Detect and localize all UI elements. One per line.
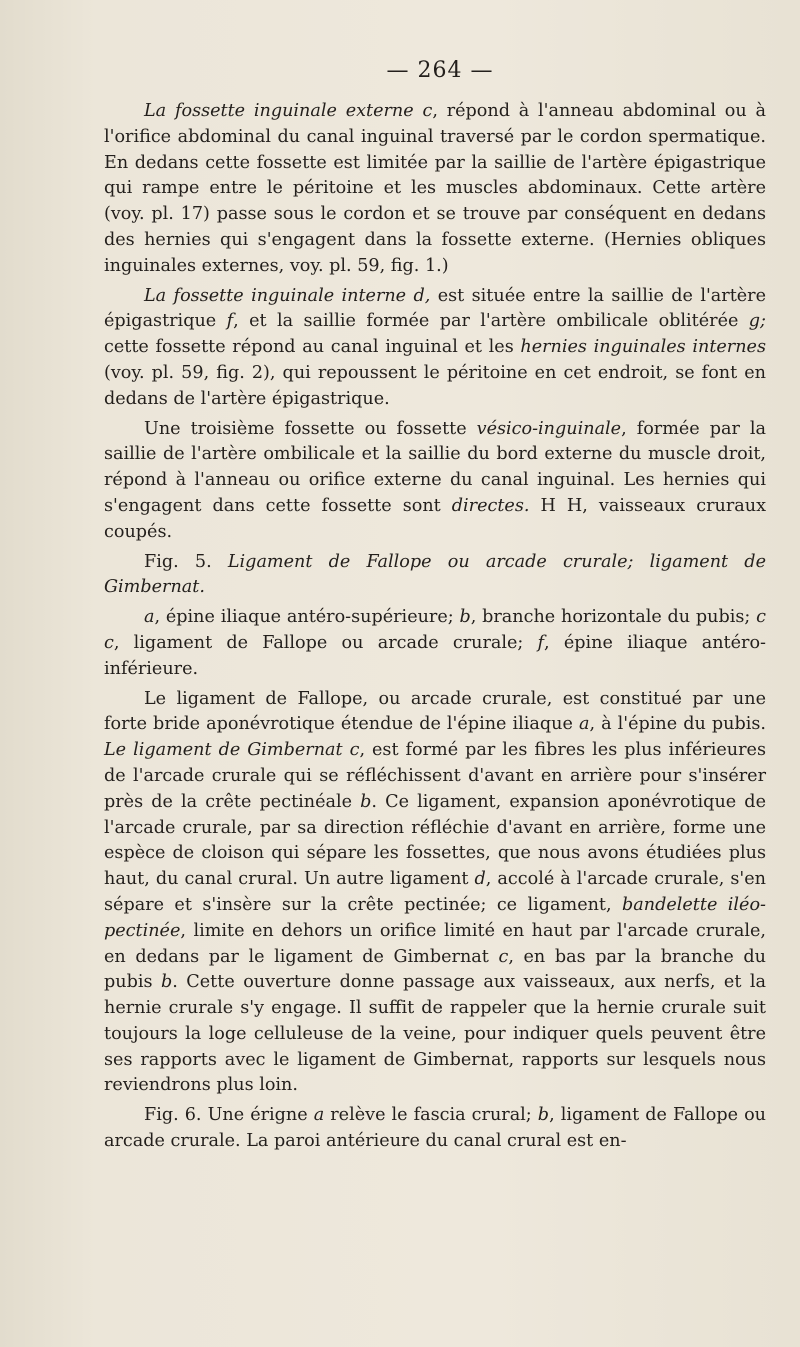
paragraph-fossette-vesico-inguinale: [104, 417, 766, 546]
italic-text-segment: a: [313, 1105, 325, 1126]
text-segment: relève le fascia crural;: [324, 1105, 538, 1126]
paragraph-fig5-caption: [104, 550, 766, 602]
italic-text-segment: La fossette inguinale interne d,: [144, 285, 431, 306]
italic-text-segment: a: [578, 714, 590, 735]
text-segment: . Ce ligament, expansion aponévrotique de l'arcade crurale, par sa direction réfléchie d'avant en arrière, forme une espèce de cloison qui sépare les fossettes, que nous avons étudiées plus haut, du canal crural. Un autre ligament: [104, 791, 766, 890]
italic-text-segment: f: [226, 311, 234, 332]
text-segment: , ligament de Fallope ou arcade crurale;: [113, 632, 538, 653]
italic-text-segment: b: [537, 1105, 550, 1126]
text-segment: (voy. pl. 59, fig. 2), qui repoussent le péritoine en cet endroit, se font en dedans de l'artère épigastrique.: [104, 362, 766, 409]
italic-text-segment: b: [160, 972, 173, 993]
paragraph-fossette-externe: [104, 99, 766, 280]
italic-text-segment: vésico-inguinale: [476, 418, 622, 439]
italic-text-segment: f: [537, 632, 545, 653]
italic-text-segment: Ligament de Fallope ou arcade crurale; ligament de Gimbernat.: [104, 551, 766, 598]
italic-text-segment: Le ligament de Gimbernat c: [104, 740, 360, 761]
text-segment: cette fossette répond au canal inguinal et les: [104, 337, 521, 358]
text-segment: Fig. 6. Une érigne: [144, 1105, 314, 1126]
text-segment: Une troisième fossette ou fossette: [144, 418, 477, 439]
text-segment: , épine iliaque antéro-supérieure;: [154, 607, 460, 628]
italic-text-segment: b: [459, 607, 471, 628]
paragraph-fig6-caption: [104, 1103, 766, 1155]
text-segment: . Cette ouverture donne passage aux vaisseaux, aux nerfs, et la hernie crurale s'y engage. Il suffit de rappeler que la hernie crurale suit toujours la loge celluleuse de la veine, pour indiquer quels peuvent être ses rapports avec le ligament de Gimbernat, rapports sur lesquels nous reviendrons plus loin.: [104, 972, 766, 1096]
paragraph-fossette-interne: [104, 284, 766, 413]
text-segment: Fig. 5.: [144, 551, 228, 572]
paragraph-ligament-fallope: [104, 687, 766, 1100]
text-segment: , en bas par la branche du pubis: [104, 946, 766, 993]
text-segment: , à l'épine du pubis.: [589, 714, 766, 735]
italic-text-segment: c: [498, 946, 509, 967]
italic-text-segment: hernies inguinales internes: [520, 337, 766, 358]
text-segment: , épine iliaque antéro-inférieure.: [104, 632, 766, 679]
italic-text-segment: g;: [748, 311, 766, 332]
text-segment: , répond à l'anneau abdominal ou à l'orifice abdominal du canal inguinal traversé par le cordon spermatique. En dedans cette fossette est limitée par la saillie de l'artère épigastrique qui rampe entre le péritoine et les muscles abdominaux. Cette artère (voy. pl. 17) passe sous le cordon et se trouve par conséquent en dedans des hernies qui s'engagent dans la fossette externe. (Hernies obliques inguinales externes, voy. pl. 59, fig. 1.): [104, 101, 767, 276]
text-segment: est située entre la saillie de l'artère épigastrique: [104, 285, 766, 332]
paragraph-fig5-legend: [104, 605, 766, 682]
text-segment: , est formé par les fibres les plus inférieures de l'arcade crurale qui se réfléchissent d'avant en arrière pour s'insérer près de la crête pectinéale: [104, 740, 766, 812]
text-segment: , accolé à l'arcade crurale, s'en sépare et s'insère sur la crête pectinée; ce ligament,: [104, 869, 766, 915]
italic-text-segment: La fossette inguinale externe c: [144, 101, 433, 121]
italic-text-segment: b: [360, 791, 372, 812]
italic-text-segment: c c: [104, 607, 766, 653]
text-segment: , ligament de Fallope ou arcade crurale. La paroi antérieure du canal crural est en-: [104, 1105, 766, 1152]
italic-text-segment: directes.: [451, 495, 530, 516]
italic-text-segment: a: [144, 607, 155, 628]
text-segment: , limite en dehors un orifice limité en haut par l'arcade crurale, en dedans par le ligament de Gimbernat: [104, 920, 766, 967]
text-segment: , formée par la saillie de l'artère ombilicale et la saillie du bord externe du muscle droit, répond à l'anneau ou orifice externe du canal inguinal. Les hernies qui s'engagent dans cette fossette sont: [104, 418, 767, 516]
text-segment: Le ligament de Fallope, ou arcade crurale, est constitué par une forte bride aponévrotique étendue de l'épine iliaque: [104, 688, 766, 735]
page-number: — 264 —: [386, 58, 494, 83]
text-segment: , branche horizontale du pubis;: [470, 607, 757, 628]
text-segment: , et la saillie formée par l'artère ombilicale oblitérée: [233, 311, 749, 332]
text-segment: H H, vaisseaux cruraux coupés.: [104, 495, 766, 542]
italic-text-segment: d: [474, 869, 486, 890]
italic-text-segment: bandelette iléo-pectinée: [104, 894, 766, 941]
